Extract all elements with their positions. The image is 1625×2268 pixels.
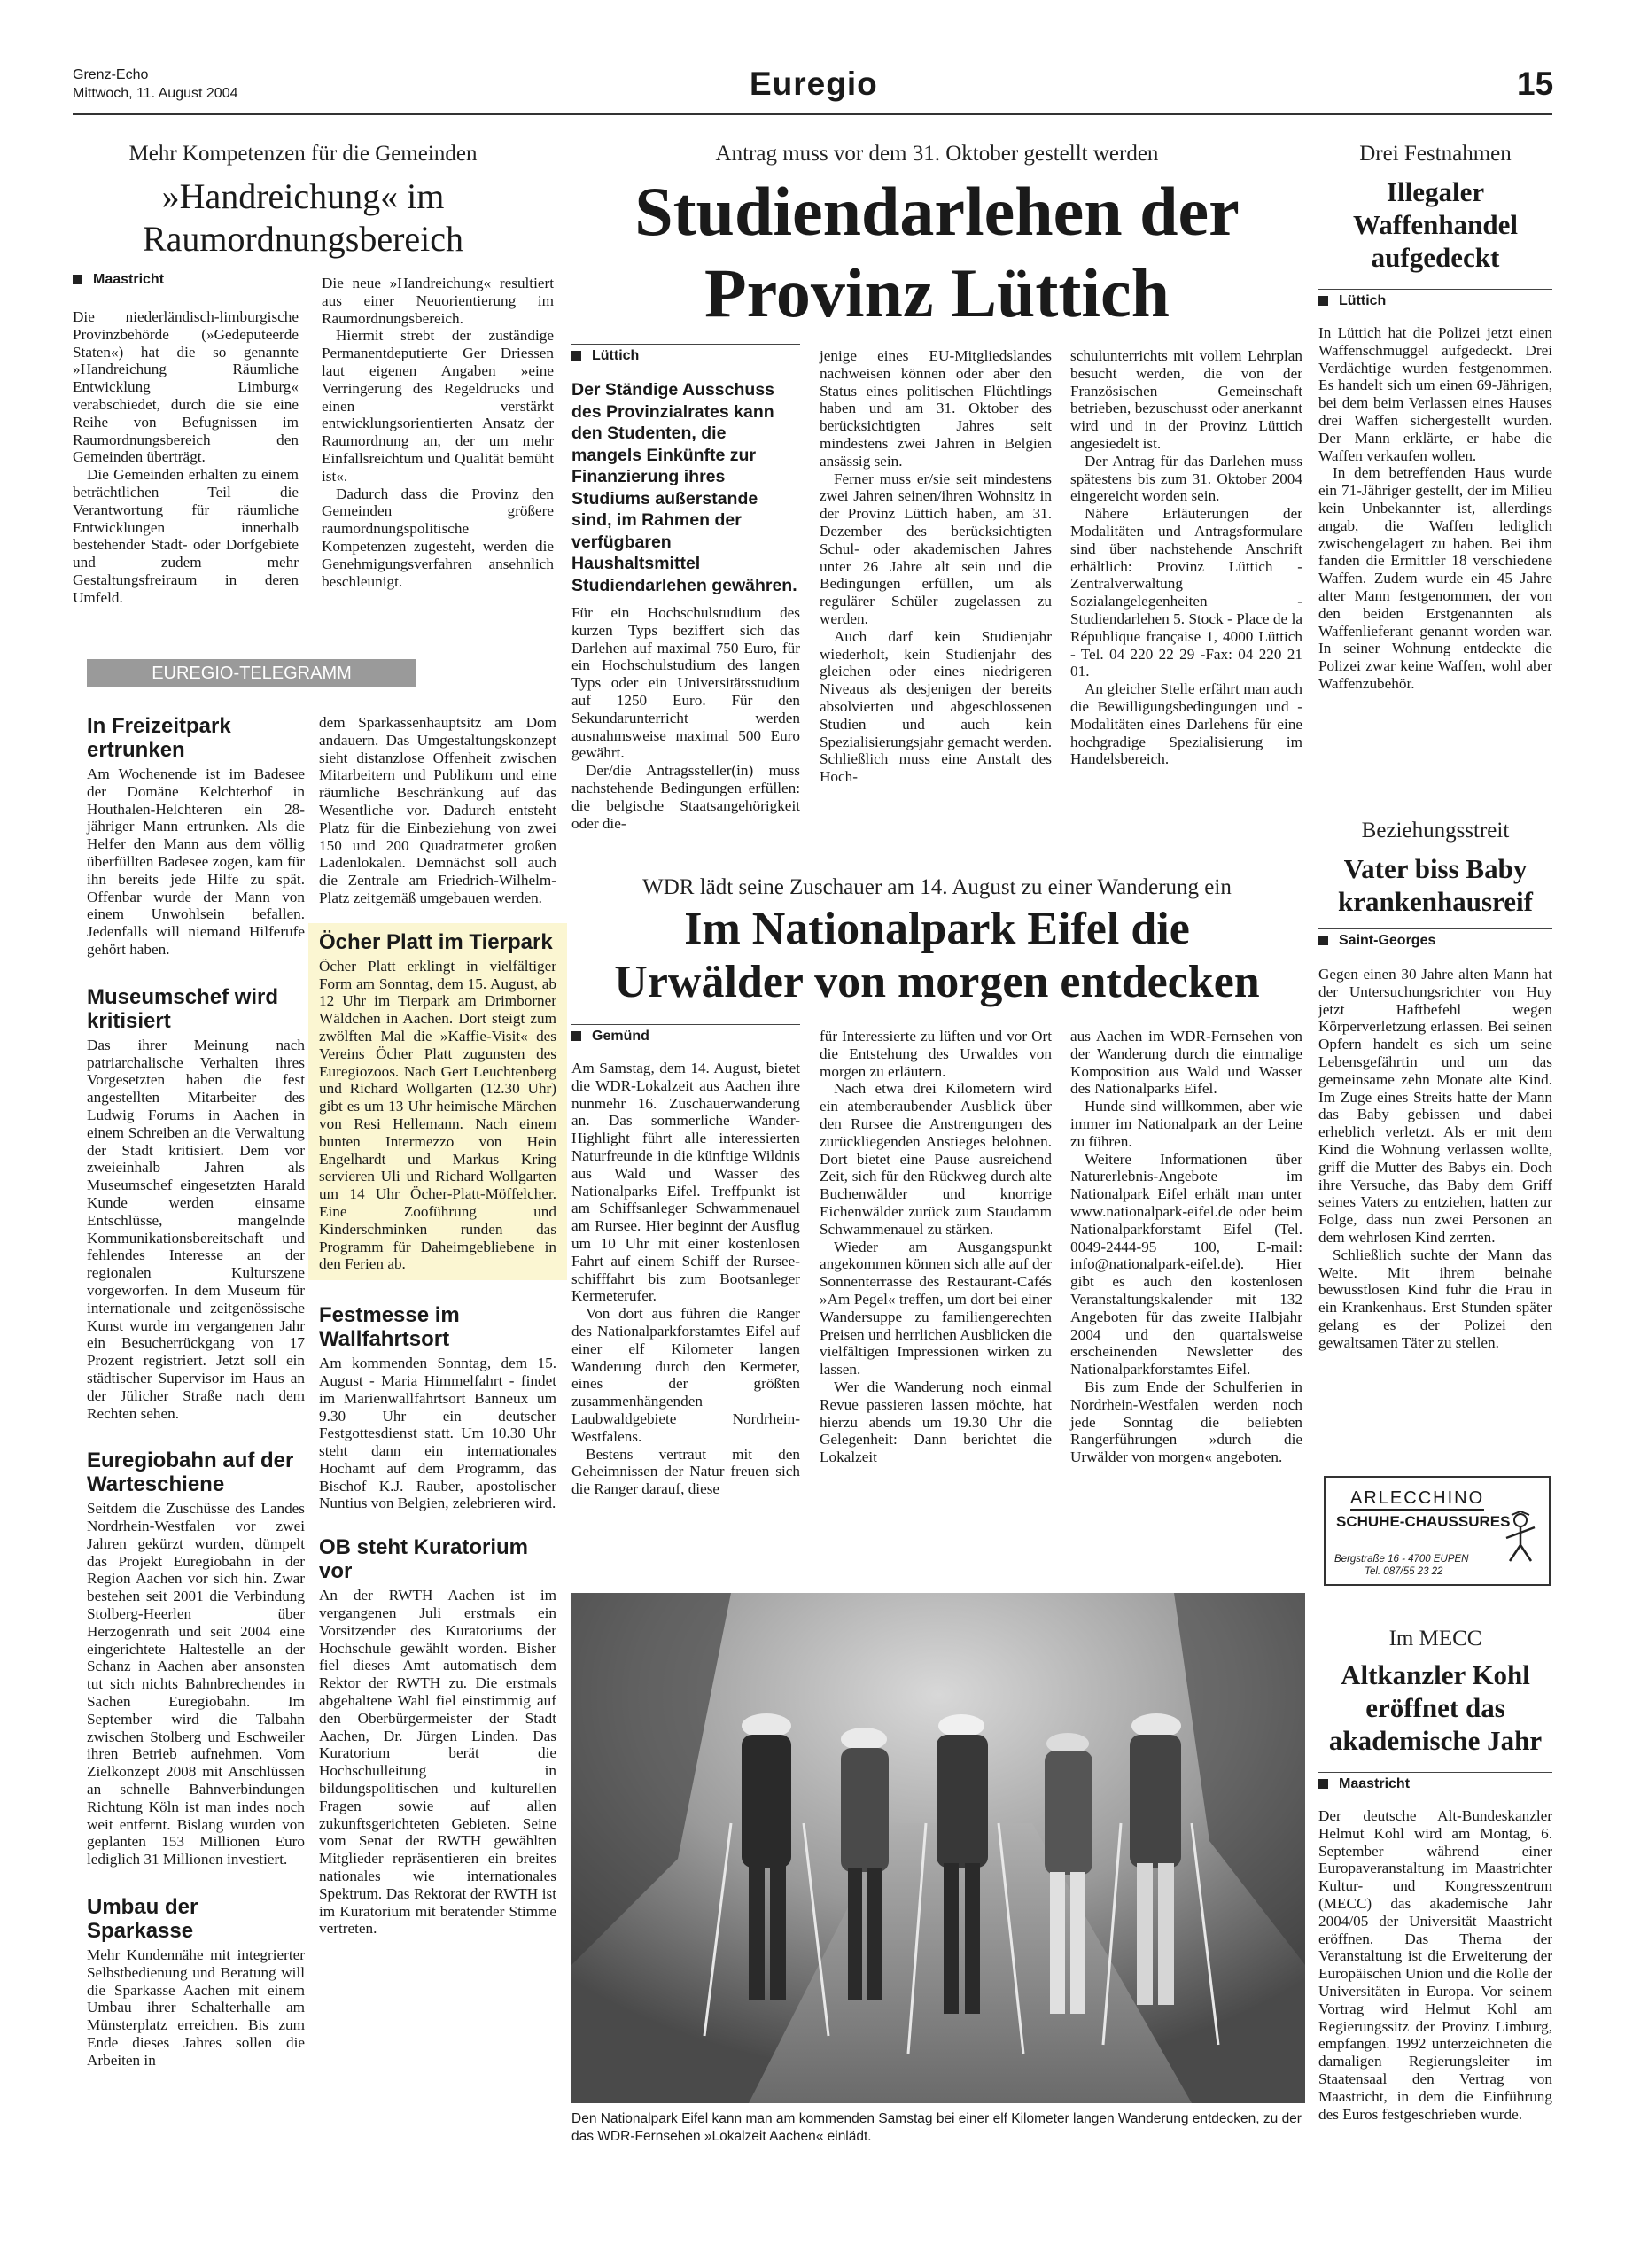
studiendarlehen-lead: Der Ständige Ausschuss des Provinzialrates kann den Studenten, die mangels Einkünfte zur Finanzierung ihres Studiums außerstande sind, im Rahmen der verfügbaren Haushaltsmittel Studiendarlehen gewähren. bbox=[571, 380, 797, 595]
ad-brand: ARLECCHINO bbox=[1350, 1488, 1484, 1511]
oecher-box bbox=[308, 923, 567, 1280]
studiendarlehen-headline-1: Studiendarlehen der bbox=[634, 173, 1240, 250]
location-marker-icon bbox=[571, 351, 581, 361]
vater-location: Saint-Georges bbox=[1318, 928, 1552, 949]
kohl-text: Der deutsche Alt-Bundeskanzler Helmut Kohl wird am Montag, 6. September während einer Europaveranstaltung im Maastrichter Kultur- und Kongresszentrum (MECC) das akademische Jahr 2004/05 der Universität Maastricht eröffnen. Das Thema der Veranstaltung ist die Erweiterung der Europäischen Union und die Rolle der Universitäten in Europa. Vor seinem Vortrag wird Helmut Kohl am Regierungssitz der Provinz Limburg, empfangen. 1992 unterzeichneten die damaligen Regierungsleiter im Staatensaal den Vertrag von Maastricht, in dem die Einführung des Euros festgeschrieben wurde. bbox=[1318, 1807, 1552, 2123]
nationalpark-col3: aus Aachen im WDR-Fernsehen von der Wanderung durch die einmalige Komposition aus Wald und Wasser des Nationalparks Eifel. Hunde sind willkommen, aber wie immer im Nationalpark an der Leine zu führen. Weitere Informationen über Naturerlebnis-Angebote im Nationalpark Eifel erhält man unter www.nationalpark-eifel.de oder beim Nationalparkforstamt Eifel (Tel. 0049-2444-95 100, E-mail: info@nationalpark-eifel.de). Hier gibt es auch den kostenlosen Veranstaltungskalender mit 132 Angeboten für das zweite Halbjahr 2004 und den quartalsweise erscheinenden Newsletter des Nationalparkforstamtes Eifel. Bis zum Ende der Schulferien in Nordrhein-Westfalen werden noch jede Sonntag die beliebten Rangerführungen »durch die Urwälder von morgen« angeboten. bbox=[1070, 1028, 1302, 1466]
nationalpark-location: Gemünd bbox=[571, 1024, 800, 1045]
nationalpark-col2: für Interessierte zu lüften und vor Ort die Entstehung des Urwaldes von morgen zu erläutern. Nach etwa drei Kilometern wird ein atemberaubender Ausblick über den Rursee die Anstrengungen des zurückliegenden Anstieges belohnen. Dort bietet eine Pause ausreichend Zeit, sich für den Rückweg durch alte Buchenwälder und knorrige Eichenwälder zurück zum Staudamm Schwammenauel zu stärken. Wieder am Ausgangspunkt angekommen können sich alle auf der Sonnenterrasse des Restaurant-Cafés »Am Pegel« treffen, um dort bei einer Wandersuppe zu familiengerechten Preisen und herrlichen Ausblicken die vielfältigen Impressionen wirken zu lassen. Wer die Wanderung noch einmal Revue passieren lassen möchte, hat hierzu abends um 19.30 Uhr die Gelegenheit: Dann berichtet die Lokalzeit bbox=[820, 1028, 1052, 1466]
handreichung-col2 bbox=[322, 275, 554, 590]
masthead-paper: Grenz-Echo bbox=[73, 67, 149, 82]
telegramm-col1 bbox=[87, 714, 305, 2070]
sparkasse-text-cont: dem Sparkassenhauptsitz am Dom andauern. Das Umgestaltungskonzept sieht distanzlose Offenheit zwischen Mitarbeitern und Publikum und eine räumliche Beschränkung auf das Wesentliche vor. Dadurch entsteht Platz für die Einbeziehung von zwei 150 und 200 Quadratmeter großen Ladenlokalen. Demnächst soll auch die Zentrale am Friedrich-Wilhelm-Platz zeitgemäß umgebauen werden. bbox=[319, 714, 556, 906]
location-marker-icon bbox=[1318, 296, 1328, 306]
location-marker-icon bbox=[1318, 1779, 1328, 1789]
paragraph: Die neue »Handreichung« resultiert aus einer Neuorientierung im Raumordnungsbereich. bbox=[322, 275, 554, 327]
arlecchino-ad bbox=[1324, 1476, 1551, 1586]
nationalpark-kicker: WDR lädt seine Zuschauer am 14. August zu einer Wanderung ein bbox=[642, 875, 1232, 899]
sparkasse-text: Mehr Kundennähe mit integrierter Selbstbedienung und Beratung will die Sparkasse Aachen mit einem Umbau ihrer Schalterhalle am Münsterplatz erreichen. Bis zum Ende dieses Jahres sollen die Arbeiten in bbox=[87, 1946, 305, 2069]
kohl-kicker: Im MECC bbox=[1388, 1627, 1482, 1651]
section-title: Euregio bbox=[750, 66, 878, 102]
studiendarlehen-col2: jenige eines EU-Mitgliedslandes nachweisen können oder aber den Status eines politischen Flüchtlings haben und am 31. Oktober des berücksichtigten Jahres seit mindestens zwei Jahren in Belgien ansässig sein. Ferner muss er/sie seit mindestens zwei Jahren seinen/ihren Wohnsitz in der Provinz Lüttich haben, am 31. Dezember des berücksichtigten Schul- oder akademischen Jahres unter 26 Jahre alt sein und die Bedingungen erfüllen, um als regulärer Schüler zugelassen zu werden. Auch darf kein Studienjahr wiederholt, kein Studienjahr des gleichen oder eines niedrigeren Niveaus als desjenigen der bereits absolvierten und abgeschlossenen Studien und auch kein Spezialisierungsjahr gemacht werden. Schließlich muss eine Anstalt des Hoch- bbox=[820, 347, 1052, 786]
handreichung-col1 bbox=[73, 308, 299, 607]
hikers-photo bbox=[571, 1593, 1305, 2103]
oecher-headline: Öcher Platt im Tierpark bbox=[319, 929, 553, 954]
euregiobahn-text: Seitdem die Zuschüsse des Landes Nordrhein-Westfalen vor zwei Jahren gekürzt wurden, dümpelt das Projekt Euregiobahn in der Region Aachen vor sich hin. Zwar bestehen seit 2001 die Verbindung Stolberg-Heerlen über Herzogenrath und seit 2004 eine eingerichtete Haltestelle an der Schanz in Aachen aber ansonsten tut sich nichts Bahnbrechendes in Sachen Euregiobahn. Im September wird die Talbahn zwischen Stolberg und Eschweiler ihren Betrieb aufnehmen. Vom Zielkonzept 2008 mit Anschlüssen an schnelle Bahnverbindungen Richtung Köln ist man indes noch weit entfernt. Bislang wurden von geplanten 153 Millionen Euro lediglich 31 Millionen investiert. bbox=[87, 1500, 305, 1868]
harlequin-icon bbox=[1501, 1511, 1540, 1565]
studiendarlehen-kicker: Antrag muss vor dem 31. Oktober gestellt werden bbox=[715, 142, 1159, 166]
masthead-date: Mittwoch, 11. August 2004 bbox=[73, 86, 238, 101]
telegramm-col2 bbox=[319, 714, 556, 1938]
euregiobahn-headline: Euregiobahn auf der Warteschiene bbox=[87, 1449, 294, 1497]
handreichung-location: Maastricht bbox=[73, 268, 299, 288]
ad-subtitle: SCHUHE-CHAUSSURES bbox=[1336, 1513, 1511, 1530]
handreichung-kicker: Mehr Kompetenzen für die Gemeinden bbox=[128, 142, 478, 166]
nationalpark-headline-2: Urwälder von morgen entdecken bbox=[614, 957, 1260, 1007]
oecher-text: Öcher Platt erklingt in vielfältiger Form am Sonntag, dem 15. August, ab 12 Uhr im Tierpark am Drimborner Wäldchen in Aachen. Dort steigt zum zwölften Mal die »Kaffie-Visit« des Vereins Öcher Platt zugunsten des Euregiozoos. Nach Gert Leuchtenberg und Richard Wollgarten (12.30 Uhr) gibt es um 13 Uhr heimische Märchen von Resi Hellemann. Nach einem bunten Intermezzo von Hein Engelhardt und Markus Kring servieren Uli und Richard Wollgarten um 14 Uhr Öcher-Platt-Möffelcher. Eine Zooführung und Kinderschminken runden das Programm für Daheimgebliebene in den Ferien ab. bbox=[319, 957, 556, 1273]
waffen-headline: Illegaler Waffenhandel aufgedeckt bbox=[1352, 176, 1519, 273]
festmesse-headline: Festmesse im Wallfahrtsort bbox=[319, 1303, 460, 1352]
ad-tel: Tel. 087/55 23 22 bbox=[1365, 1566, 1443, 1577]
waffen-kicker: Drei Festnahmen bbox=[1359, 142, 1512, 166]
studiendarlehen-col1: Für ein Hochschulstudium des kurzen Typs beziffert sich das Darlehen auf maximal 750 Euro, für ein Hochschulstudium des langen Typs oder ein Universitätsstudium auf 1250 Euro. Für den Sekundarunterricht werden ausnahmsweise maximal 500 Euro gewährt. Der/die Antragssteller(in) muss nachstehende Bedingungen erfüllen: die belgische Staatsangehörigkeit oder die- bbox=[571, 604, 800, 832]
handreichung-headline: »Handreichung« im Raumordnungsbereich bbox=[142, 176, 464, 259]
nationalpark-col1: Am Samstag, dem 14. August, bietet die WDR-Lokalzeit aus Aachen ihre nunmehr 16. Zuschauerwanderung an. Das sommerliche Wander-Highlight führt alle interessierten Naturfreunde in die künftige Wildnis aus Wald und Wasser des Nationalparks Eifel. Treffpunkt ist am Schiffsanleger Schwammenauel am Rursee. Hier beginnt der Ausflug um 10 Uhr mit einer kostenlosen Fahrt auf einem Schiff der Rursee-schifffahrt bis zum Bootsanleger Kermeterufer. Von dort aus führen die Ranger des Nationalparkforstamtes Eifel auf einer elf Kilometer langen Wanderung durch den Kermeter, eines der größten zusammenhängenden Laubwaldgebiete Nordrhein-Westfalens. Bestens vertraut mit den Geheimnissen der Natur freuen sich die Ranger darauf, diese bbox=[571, 1060, 800, 1498]
festmesse-text: Am kommenden Sonntag, dem 15. August - Maria Himmelfahrt - findet im Marienwallfahrtsort Banneux um 9.30 Uhr ein deutscher Festgottesdienst statt. Um 10.30 Uhr steht dann ein internationales Hochamt auf dem Programm, das Bischof K.J. Rauber, apostolischer Nuntius von Belgien, zelebrieren wird. bbox=[319, 1355, 556, 1512]
paragraph: Dadurch dass die Provinz den Gemeinden größere raumordnungspolitische Kompetenzen zugesteht, werden die Genehmigungsverfahren ansehnlich beschleunigt. bbox=[322, 485, 554, 590]
freizeitpark-text: Am Wochenende ist im Badesee der Domäne Kelchterhof in Houthalen-Helchteren ein 28-jähriger Mann ertrunken. Als die Helfer den Mann aus dem völlig überfüllten Badesee zogen, kam für ihn bereits jede Hilfe zu spät. Offenbar wurde der Mann von einem Unwohlsein befallen. Jedenfalls will niemand Hilferufe gehört haben. bbox=[87, 765, 305, 958]
paragraph: Die niederländisch-limburgische Provinzbehörde (»Gedeputeerde Staten«) hat die so genannte »Handreichung Räumliche Entwicklung Limburg« verabschiedet, durch die sie eine Reihe von Befugnissen im Raumordnungsbereich den Gemeinden überträgt. bbox=[73, 308, 299, 466]
studiendarlehen-location: Lüttich bbox=[571, 344, 800, 364]
vater-headline: Vater biss Baby krankenhausreif bbox=[1338, 853, 1533, 917]
telegramm-banner: EUREGIO-TELEGRAMM bbox=[87, 659, 416, 687]
kohl-headline: Altkanzler Kohl eröffnet das akademische Jahr bbox=[1328, 1659, 1543, 1756]
paragraph: Hiermit strebt der zuständige Permanentdeputierte Ger Driessen laut eigenen Angaben »eine Verringerung des Regeldrucks und einen verstärkt entwicklungsorientierten Ansatz der Raumordnung an, der um mehr Einfallsreichtum und Qualität bemüht ist«. bbox=[322, 327, 554, 485]
ob-text: An der RWTH Aachen ist im vergangenen Juli erstmals ein Vorsitzender des Kuratoriums der Hochschule gewählt worden. Bisher fiel dieses Amt automatisch dem Rektor der RWTH zu. Die erstmals abgehaltene Wahl fiel einstimmig auf den Oberbürgermeister der Stadt Aachen, Dr. Jürgen Linden. Das Kuratorium berät die Hochschulleitung in bildungspolitischen und kulturellen Fragen sowie auf allen zukunftsgerichteten Gebieten. Seine vom Senat der RWTH gewählten Mitglieder repräsentieren ein breites nationales wie internationales Spektrum. Das Rektorat der RWTH ist im Kuratorium mit beratender Stimme vertreten. bbox=[319, 1587, 556, 1938]
vater-text: Gegen einen 30 Jahre alten Mann hat der Untersuchungsrichter von Huy jetzt Haftbefehl wegen Körperverletzung erlassen. Bei seinen Opfern handelt es sich um seine Lebensgefährtin und um das gemeinsame zehn Monate alte Kind. Im Zuge eines Streits hatte der Mann das Baby gebissen und dabei erheblich verletzt. Als er mit dem Kind die Wohnung verlassen wollte, griff die Mutter des Babys ein. Doch ihre Versuche, das Baby dem Griff seines Vaters zu entziehen, hatten zur Folge, dass nun zwei Personen an dem wehrlosen Kind zerrten. Schließlich suchte der Mann das Weite. Mit ihrem beinahe bewusstlosen Kind fuhr die Frau in ein Krankenhaus. Erst Stunden später gelang es der Polizei den gewaltsamen Täter zu stellen. bbox=[1318, 966, 1552, 1351]
freizeitpark-headline: In Freizeitpark ertrunken bbox=[87, 714, 231, 762]
page-number: 15 bbox=[1517, 66, 1554, 102]
museumschef-headline: Museumschef wird kritisiert bbox=[87, 984, 279, 1033]
kohl-location: Maastricht bbox=[1318, 1772, 1552, 1792]
paragraph: Die Gemeinden erhalten zu einem beträchtlichen Teil die Verantwortung für räumliche Entwicklungen innerhalb bestehender Stadt- oder Dorfgebiete und zudem mehr Gestaltungsfreiraum in deren Umfeld. bbox=[73, 466, 299, 606]
waffen-location: Lüttich bbox=[1318, 289, 1552, 309]
studiendarlehen-headline-2: Provinz Lüttich bbox=[704, 254, 1170, 331]
studiendarlehen-col3: schulunterrichts mit vollem Lehrplan besucht werden, die von der Französischen Gemeinschaft betrieben, bezuschusst oder anerkannt wird und in der Provinz Lüttich angesiedelt ist. Der Antrag für das Darlehen muss spätestens bis zum 31. Oktober 2004 eingereicht worden sein. Nähere Erläuterungen der Modalitäten und Antragsformulare sind über nachstehende Anschrift erhältlich: Provinz Lüttich - Zentralverwaltung Sozialangelegenheiten - Studiendarlehen 5. Stock - Place de la République française 1, 4000 Lüttich - Tel. 04 220 22 29 -Fax: 04 220 21 01. An gleicher Stelle erfährt man auch die Bewilligungsbedingungen und -Modalitäten eines Darlehens für eine hochgradige Spezialisierung im Handelsbereich. bbox=[1070, 347, 1302, 768]
masthead-rule bbox=[73, 113, 1552, 115]
ad-address: Bergstraße 16 - 4700 EUPEN bbox=[1334, 1554, 1469, 1565]
ob-headline: OB steht Kuratorium vor bbox=[319, 1535, 529, 1584]
hikers-photo-illustration bbox=[571, 1593, 1305, 2103]
location-marker-icon bbox=[73, 275, 82, 284]
vater-kicker: Beziehungsstreit bbox=[1361, 819, 1510, 843]
location-marker-icon bbox=[1318, 936, 1328, 945]
waffen-text: In Lüttich hat die Polizei jetzt einen Waffenschmuggel aufgedeckt. Drei Verdächtige wurden festgenommen. Es handelt sich um einen 69-Jährigen, bei dem beim Verlassen eines Hauses drei Waffen sichergestellt wurden. Der Mann erklärte, er habe die Waffen verkaufen wollen. In dem betreffenden Haus wurde ein 71-Jähriger gestellt, der im Milieu kein Unbekannter ist, allerdings angab, die Waffen lediglich zwischengelagert zu haben. Bei ihm fanden die Ermittler 18 verschiedene Waffen. Zudem wurde ein 45 Jahre alter Mann festgenommen, der von den beiden Erstgenannten als Waffenlieferant genannt worden war. In seiner Wohnung entdeckte die Polizei zwar keine Waffen, wohl aber Waffenzubehör. bbox=[1318, 324, 1552, 692]
nationalpark-headline-1: Im Nationalpark Eifel die bbox=[684, 904, 1190, 954]
museumschef-text: Das ihrer Meinung nach patriarchalische Verhalten ihres Vorgesetzten haben die fest angestellten Mitarbeiter des Ludwig Forums in Aachen in einem Schreiben an die Verwaltung der Stadt kritisiert. Dem vor zweieinhalb Jahren als Museumschef eingesetzten Harald Kunde werden einsame Entschlüsse, mangelnde Kommunikationsbereitschaft und fehlendes Interesse an der regionalen Kulturszene vorgeworfen. In dem Museum für internationale und zeitgenössische Kunst wurde im vergangenen Jahr ein Besucherrückgang von 17 Prozent registriert. Jetzt soll ein städtischer Supervisor im Haus an der Jülicher Straße nach dem Rechten sehen. bbox=[87, 1036, 305, 1422]
sparkasse-headline: Umbau der Sparkasse bbox=[87, 1895, 198, 1944]
location-marker-icon bbox=[571, 1031, 581, 1041]
photo-caption: Den Nationalpark Eifel kann man am kommenden Samstag bei einer elf Kilometer langen Wanderung entdecken, zu der das WDR-Fernsehen »Lokalzeit Aachen« einlädt. bbox=[571, 2111, 1302, 2144]
